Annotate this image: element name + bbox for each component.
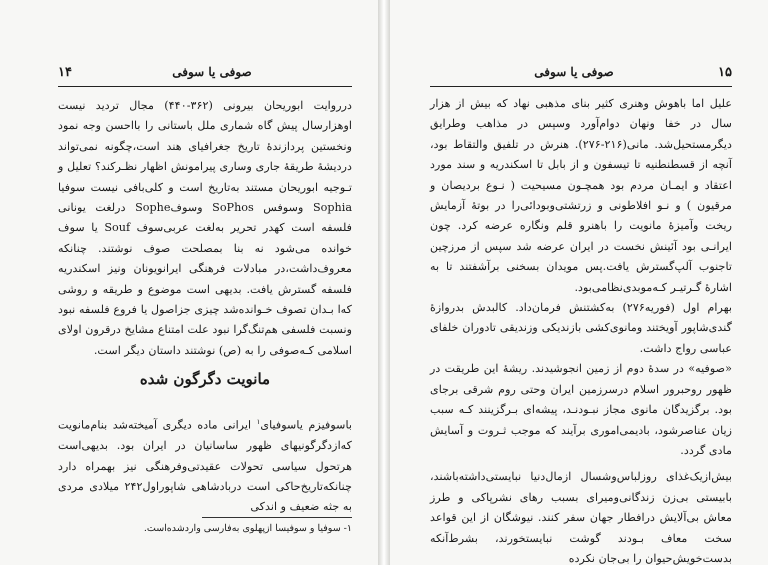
right-running-title: صوفی یا سوفی [534,65,614,79]
left-page-header [58,58,352,87]
left-bottom-text [58,412,352,518]
right-paragraph-4: بیش‌ازیک‌غذای روزلباس‌وشسال ازمال‌دنیا نبایستی‌داشته‌باشند، بابیستی بی‌زن زندگانی‌ومیرای بسبب رهای نشرپاکی و طرز معاش بی‌آلایش درافطار جهان سفر کنند. نیوشگان از این قواعد سخت معاف بـودند گوشت نبایستخورند، بشرط‌آنکه بدست‌خویش‌حیوان را بی‌جان نکرده [430,470,732,565]
paragraph-rest: ایرانی ماده دیگری آمیخته‌شد بنام‌مانویت که‌ازدگرگونیهای ظهور ساسانیان در ایران بود. بدیهی‌است هرتحول سیاسی تحولات عقیدتی‌وفرهنگی نیز بهمراه دارد چنانکه‌تاریخ‌حاکی است دربادشاهی شاپوراول۲۴۲ میلادی مردی به‌ جثه ضعیف و اندکی [58,418,352,514]
left-page-number: ۱۴ [58,64,72,80]
footnote-marker: ۱ [256,418,261,426]
left-page [0,0,378,565]
footnote-divider [202,517,352,518]
left-top-text [58,96,352,361]
right-paragraph-2: بهرام اول (فوریه۲۷۶) به‌کشتنش فرمان‌داد. کالبدش بدروازهٔ گندی‌شاپور آویختند ومانوی‌کشی بازندیکی وزندیقی تادوران خلفای عباسی رواج داشت. [430,301,732,355]
right-paragraph-3: «صوفیه» در سدهٔ دوم از زمین انجوشیدند. ریشهٔ این طریقت در ظهور روحبرور اسلام درسرزمین ایران وحتی روم شرقی برجای بود. برگزیدگان مانوی مجاز نبـودنـد، پیشه‌ای بـرگزینند کـه سبب زیان عناصرشود، بادیمی‌اموری برآیند که موجب ثـروت و آسایش مادی گردد. [430,362,732,457]
left-paragraph: درروایت ابوریحان بیرونی (۳۶۲-۴۴۰) مجال تردید نیست اوهزارسال پیش گاه شماری ملل باستانی را بااحسن وجه نمود ونخستین پردازندهٔ تاریخ جغرافیای هند است،چگونه نمی‌تواند دردیشهٔ طریقهٔ جاری وساری پیرامونش اظهار نظـر‌کند؟ تعلیل و تـوجیه ابوریحان مستند به‌تاریخ است و کلی‌بافی نیست سوفیا Sophia وسوفس SoPhos وسوفSophe درلغت یونانی فلسفه است کهدر تحریر به‌لغت عربی‌سوف Souf یا سوف خوانده می‌شود نه بنا بمصلحت صوف نوشتند. چنانکه معروف‌داشت،در مبادلات فرهنگی ایرانویونان ونیز اسکندریه فلسفه گسترش یافت. بدیهی است موضوع و طریقه و روشی که‌ا بـدان تصوف خـوانده‌شد چیزی جزاصول یا فروع فلسفه نبود ونسبت فلسفی هم‌تنگ‌گرا نبود علت امتناع مشایخ درقرون اولای اسلامی کـه‌صوفی را به (ص) نوشتند داستان دیگر است. [58,99,352,357]
left-running-title: صوفی یا سوفی [172,65,252,79]
right-page [390,0,768,565]
footnote: ۱- سوفیا و سوفیسا ازپهلوی به‌فارسی وارد‌شده‌است. [143,523,352,534]
book-gutter [378,0,390,565]
right-page-number: ۱۵ [718,64,732,80]
right-body-text [430,94,732,569]
section-heading: مانویت دگرگون شده [139,370,271,388]
right-paragraph-1: علیل اما باهوش وهنری کثیر بنای مذهبی نهاد که بیش از هزار سال در خفا ونهان دوام‌آورد وسپس در مذاهب وطرایق دیگرمستحیل‌شد. مانی(۲۱۶-۲۷۶). هنرش در تلفیق والتقاط بود، آنچه از قسطنطنیه تا تیسفون و از بابل تا اسکندریه و سند مورد اعتقاد و ایمـان مردم بود همچـون مسیحیت ( نـوع بردیصان و مرقیون ) و نـو افلاطونی و زرتشتی‌وبودائی‌را در بوتهٔ آزمایش ریخت وآمیزهٔ مانویت را باهنرو قلم ونگاره عرضه کرد. چون ایرانـی بود آئینش نخست در ایران عرضه شد سپس از مرزچین تاجنوب آلپ‌گسترش یافت.پس مویدان بسخنی برآشفتند تا به اشارهٔ گـرتیـر کـه‌موبدی‌نظامی‌بود. [430,97,732,294]
right-page-header [430,58,732,87]
paragraph-start: باسوفیزم یاسوفیای [260,418,352,432]
left-bottom-paragraph [58,412,352,518]
